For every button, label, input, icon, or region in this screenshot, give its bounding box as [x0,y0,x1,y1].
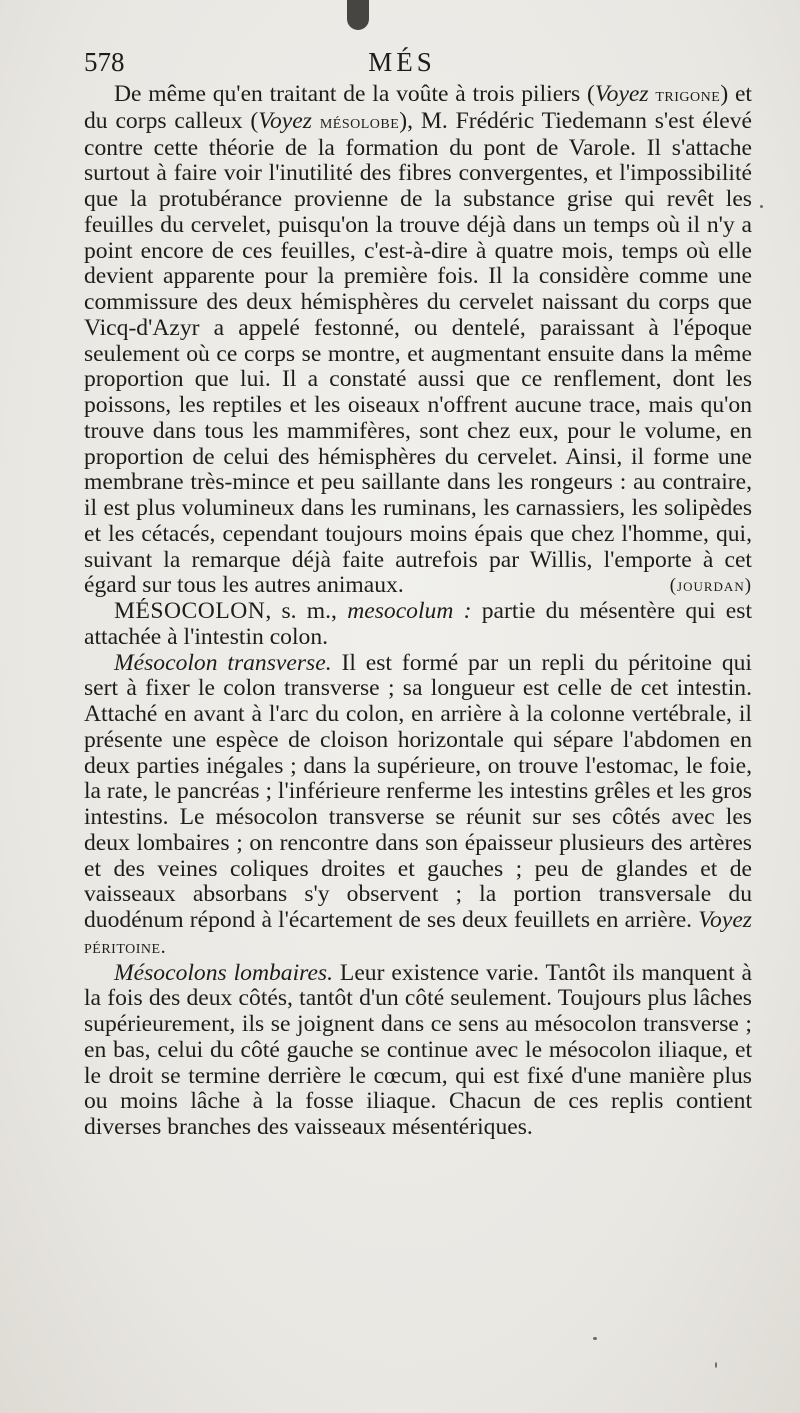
cross-reference-voyez: Voyez [698,907,752,933]
subentry-heading: Mésocolons lombaires. [114,959,334,986]
text-run: , s. m., [265,598,348,624]
body-text [84,82,752,1141]
cross-reference-target: péritoine. [84,935,167,958]
paragraph-mesocolon-transverse [84,651,752,961]
page-number: 578 [84,47,125,77]
paragraph-mesocolons-lombaires [84,961,752,1141]
speck [715,1362,717,1368]
text-run: ) et du corps calleux ( [84,81,752,134]
author-signature: (jourdan) [669,575,752,597]
running-head: MÉS [368,47,436,77]
entry-headword: MÉSOCOLON [114,598,266,624]
entry-mesocolon [84,599,752,651]
text-run: Il est formé par un repli du péritoine qui sert à fixer le colon transverse ; sa longueur est celle de cet intestin. Attaché en avant à l'arc du colon, en arrière à la colonne vertébrale, il présente une espèce de cloison horizontale qui sépare l'abdomen en deux parties inégales ; dans la supérieure, on trouve l'estomac, le foie, la rate, le pancréas ; l'inférieure renferme les intestins grêles et les gros intestins. Le mésocolon transverse se réunit sur ses côtés avec les deux lombaires ; on rencontre dans son épaisseur plusieurs des artères et des veines coliques droites et gauches ; peu de glandes et de vaisseaux absorbans s'y observent ; la portion transversale du duodénum répond à l'écartement de ses deux feuillets en arrière. [84,649,752,933]
cross-reference-voyez: Voyez [594,81,649,107]
speck [593,1337,597,1340]
cross-reference-target: mésolobe [319,110,400,133]
cross-reference-target: trigone [655,84,721,106]
page-header [84,45,720,77]
text-run: Leur existence varie. Tantôt ils manquent à la fois des deux côtés, tantôt d'un côté seulement. Toujours plus lâches supérieurement, ils se joignent dans ce sens au mésocolon transverse ; en bas, celui du côté gauche se continue avec le mésocolon iliaque, et le droit se termine derrière le cœcum, qui est fixé d'une manière plus ou moins lâche à la fosse iliaque. Chacun de ces replis contient diverses branches des vaisseaux mésentériques. [84,959,752,1140]
text-run: De même qu'en traitant de la voûte à trois piliers ( [114,81,595,107]
speck [760,205,763,208]
ink-blot [347,0,369,30]
paragraph-pont-de-varole [84,82,752,599]
text-run: ), M. Frédéric Tiedemann s'est élevé contre cette théorie de la formation du pont de Varole. Il s'attache surtout à faire voir l'inutilité des fibres convergentes, et l'impossibilité que la protubérance provienne de la substance grise qui revêt les feuilles du cervelet, puisqu'on la trouve déjà dans un temps où il n'y a point encore de ces feuilles, c'est-à-dire à quatre mois, temps où elle devient apparente pour la première fois. Il la considère comme une commissure des deux hémisphères du cervelet naissant du corps que Vicq-d'Azyr a appelé festonné, ou dentelé, paraissant à l'époque seulement où ce corps se montre, et augmentant ensuite dans la même proportion que lui. Il a constaté aussi que ce renflement, dont les poissons, les reptiles et les oiseaux n'offrent aucune trace, mais qu'on trouve dans tous les mammifères, sont chez eux, pour le volume, en proportion de celui des hémisphères du cervelet. Ainsi, il forme une membrane très-mince et peu saillante dans les rongeurs : au contraire, il est plus volumineux dans les ruminans, les carnassiers, les solipèdes et les cétacés, cependant toujours moins épais que chez l'homme, qui, suivant la remarque déjà faite autrefois par Willis, l'emporte à cet égard sur tous les autres animaux. [84,107,753,599]
cross-reference-voyez: Voyez [258,107,312,134]
subentry-heading: Mésocolon transverse. [114,649,332,676]
text-run: partie du mésentère qui est attachée à l'intestin colon. [84,598,752,650]
latin-term: mesocolum : [347,598,472,624]
